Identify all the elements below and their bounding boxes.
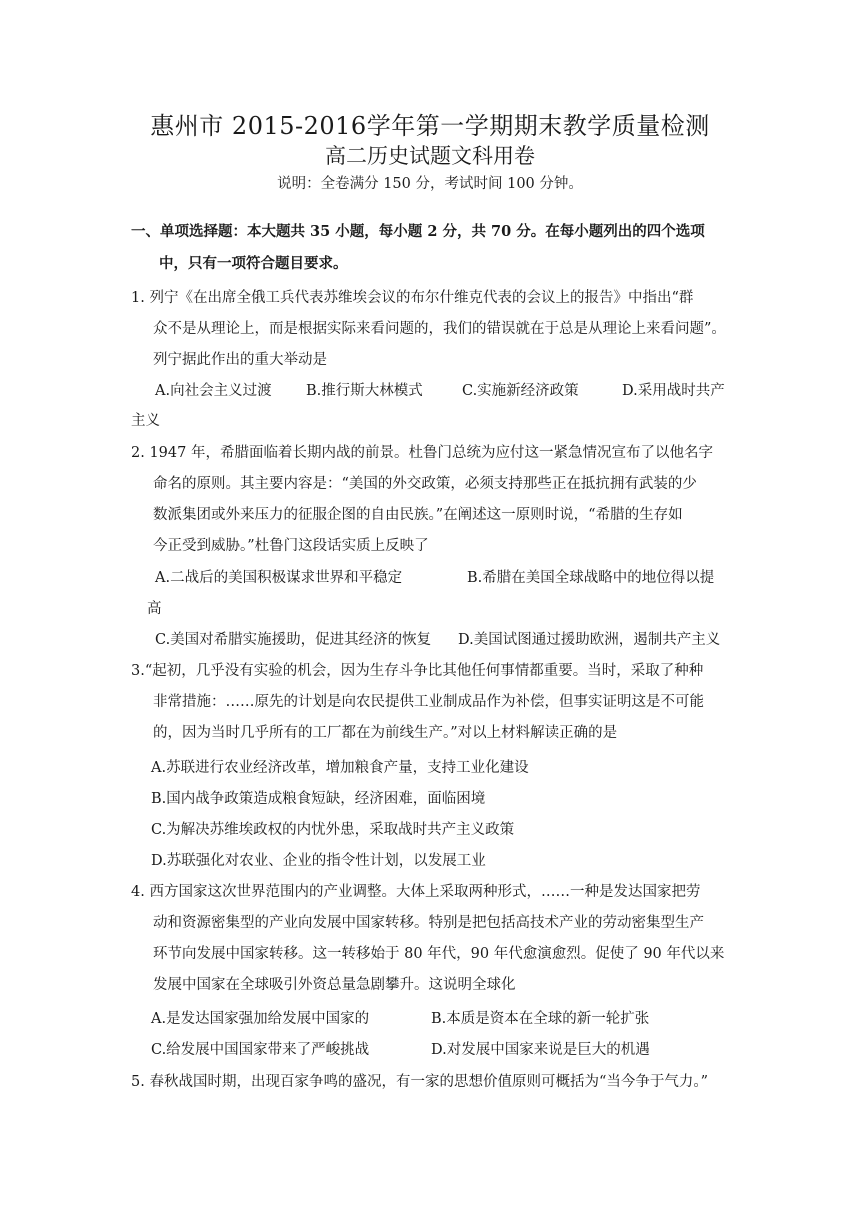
question-2-option-c[interactable]: C.美国对希腊实施援助，促进其经济的恢复 <box>155 632 432 648</box>
question-2-option-b-wrap: 高 <box>147 601 162 617</box>
question-1-option-b[interactable]: B.推行斯大林模式 <box>306 383 423 399</box>
question-text-line: 5. 春秋战国时期，出现百家争鸣的盛况，有一家的思想价值原则可概括为“当今争于气力。” <box>131 1074 709 1090</box>
exam-instructions: 说明：全卷满分 150 分，考试时间 100 分钟。 <box>277 176 583 192</box>
question-4 <box>131 877 731 1001</box>
question-2-option-b[interactable]: B.希腊在美国全球战略中的地位得以提 <box>467 570 715 586</box>
question-3-option-c[interactable]: C.为解决苏维埃政权的内忧外患，采取战时共产主义政策 <box>151 822 515 838</box>
section-heading <box>131 216 731 280</box>
question-text-line: 2. 1947 年，希腊面临着长期内战的前景。杜鲁门总统为应付这一紧急情况宣布了以他名字 <box>131 445 713 461</box>
question-3-option-a[interactable]: A.苏联进行农业经济改革，增加粮食产量，支持工业化建设 <box>151 760 529 776</box>
question-1-option-d[interactable]: D.采用战时共产 <box>622 383 725 399</box>
question-text-line: 3.“起初，几乎没有实验的机会，因为生存斗争比其他任何事情都重要。当时，采取了种种 <box>131 663 704 679</box>
question-text-line: 动和资源密集型的产业向发展中国家转移。特别是把包括高技术产业的劳动密集型生产 <box>153 915 704 931</box>
question-text-line: 命名的原则。其主要内容是：“美国的外交政策，必须支持那些正在抵抗拥有武装的少 <box>153 476 697 492</box>
question-text-line: 数派集团或外来压力的征服企图的自由民族。”在阐述这一原则时说，“希腊的生存如 <box>153 507 683 523</box>
question-1 <box>131 283 731 376</box>
question-1-option-a[interactable]: A.向社会主义过渡 <box>155 383 272 399</box>
question-2 <box>131 438 731 562</box>
question-5 <box>131 1067 741 1098</box>
question-text-line: 4. 西方国家这次世界范围内的产业调整。大体上采取两种形式，……一种是发达国家把劳 <box>131 884 701 900</box>
question-4-option-a[interactable]: A.是发达国家强加给发展中国家的 <box>151 1011 370 1027</box>
question-text-line: 众不是从理论上，而是根据实际来看问题的，我们的错误就在于总是从理论上来看问题”。 <box>153 321 726 337</box>
question-4-option-c[interactable]: C.给发展中国国家带来了严峻挑战 <box>151 1042 370 1058</box>
question-text-line: 环节向发展中国家转移。这一转移始于 80 年代，90 年代愈演愈烈。促使了 90 年代以来 <box>153 946 725 962</box>
question-3-option-b[interactable]: B.国内战争政策造成粮食短缺，经济困难，面临困境 <box>151 791 486 807</box>
question-text-line: 今正受到威胁。”杜鲁门这段话实质上反映了 <box>153 538 429 554</box>
question-text-line: 列宁据此作出的重大举动是 <box>153 352 327 368</box>
question-text-line: 非常措施：……原先的计划是向农民提供工业制成品作为补偿，但事实证明这是不可能 <box>153 694 704 710</box>
section-heading-line: 中，只有一项符合题目要求。 <box>159 255 348 272</box>
question-text-line: 的，因为当时几乎所有的工厂都在为前线生产。”对以上材料解读正确的是 <box>153 725 618 741</box>
question-text-line: 1. 列宁《在出席全俄工兵代表苏维埃会议的布尔什维克代表的会议上的报告》中指出“群 <box>131 290 694 306</box>
section-heading-line: 一、单项选择题：本大题共 35 小题，每小题 2 分，共 70 分。在每小题列出的四个选项 <box>131 223 705 240</box>
question-4-option-b[interactable]: B.本质是资本在全球的新一轮扩张 <box>431 1011 650 1027</box>
exam-subtitle: 高二历史试题文科用卷 <box>325 144 535 168</box>
question-text-line: 发展中国家在全球吸引外资总量急剧攀升。这说明全球化 <box>153 977 516 993</box>
exam-title: 惠州市 2015-2016学年第一学期期末教学质量检测 <box>150 112 710 140</box>
question-1-option-d-wrap: 主义 <box>131 413 160 429</box>
question-4-option-d[interactable]: D.对发展中国家来说是巨大的机遇 <box>431 1042 650 1058</box>
question-3 <box>131 656 731 749</box>
question-1-option-c[interactable]: C.实施新经济政策 <box>462 383 579 399</box>
question-2-option-d[interactable]: D.美国试图通过援助欧洲，遏制共产主义 <box>458 632 721 648</box>
question-2-option-a[interactable]: A.二战后的美国积极谋求世界和平稳定 <box>155 570 403 586</box>
question-3-option-d[interactable]: D.苏联强化对农业、企业的指令性计划，以发展工业 <box>151 853 486 869</box>
